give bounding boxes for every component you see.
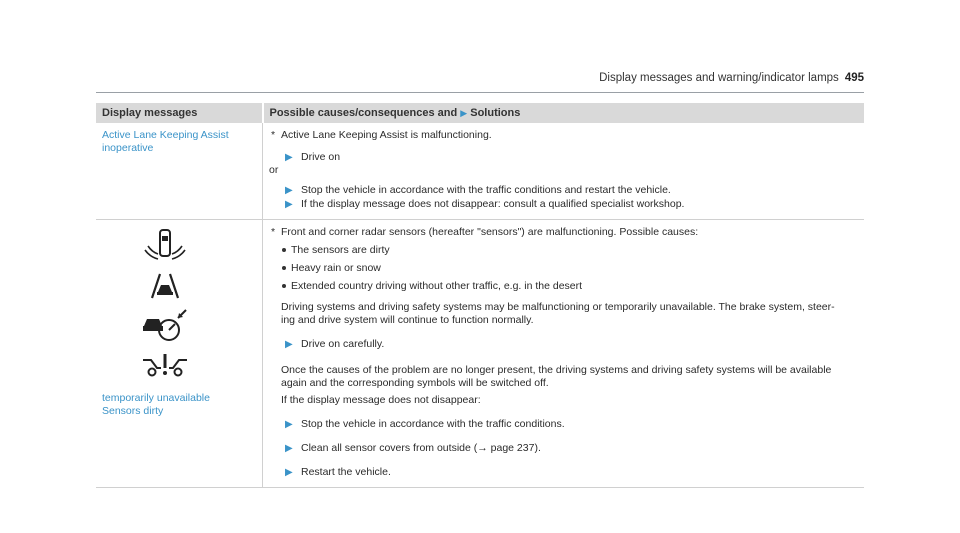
body-paragraph: Driving systems and driving safety systems may be malfunctioning or temporarily unavailable. The brake system, steer- ing and drive system will continue to function normally. (281, 301, 835, 326)
running-header (599, 72, 864, 84)
message-text: Sensors dirty (102, 405, 164, 417)
header-causes-text: Possible causes/consequences and (269, 106, 458, 119)
warning-icons (102, 228, 256, 382)
header-rule (96, 92, 864, 93)
star-marker: * (271, 226, 276, 238)
page-number: 495 (844, 72, 864, 84)
solution-cell (263, 220, 865, 488)
column-header-causes-solutions (263, 103, 865, 123)
step-item: ▶ Drive on (285, 151, 341, 163)
step-item: ▶ Drive on carefully. (285, 338, 385, 350)
cause-text: * Front and corner radar sensors (hereafter "sensors") are malfunctioning. Possible causes: (271, 226, 699, 238)
step-arrow-icon: ▶ (285, 152, 293, 163)
column-header-display-messages: Display messages (96, 103, 263, 123)
distance-assist-gauge-icon (142, 308, 188, 342)
section-title: Display messages and warning/indicator lamps (599, 72, 839, 84)
message-text: inoperative (102, 142, 154, 154)
message-text: temporarily unavailable (102, 392, 210, 404)
message-text: Active Lane Keeping Assist (102, 129, 229, 141)
or-text: or (269, 164, 279, 176)
cause-text: * Active Lane Keeping Assist is malfunctioning. (271, 129, 492, 141)
message-cell (96, 123, 263, 220)
list-item: The sensors are dirty (269, 244, 858, 257)
car-radar-sensors-icon (142, 228, 188, 262)
step-item: ▶ Clean all sensor covers from outside (→ page 237). (285, 442, 541, 454)
list-item: Extended country driving without other traffic, e.g. in the desert (269, 280, 858, 293)
body-paragraph: If the display message does not disappear: (281, 394, 481, 406)
display-messages-table (96, 103, 864, 488)
bullet-dot (282, 266, 286, 270)
star-marker: * (271, 129, 276, 141)
step-arrow-icon: ▶ (285, 339, 293, 350)
list-item: Heavy rain or snow (269, 262, 858, 275)
bullet-dot (282, 284, 286, 288)
table-row (96, 220, 864, 488)
step-item: ▶ Stop the vehicle in accordance with the traffic conditions and restart the vehicle. (285, 184, 671, 196)
step-item: ▶ Stop the vehicle in accordance with the traffic conditions. (285, 418, 565, 430)
step-item: ▶ Restart the vehicle. (285, 466, 391, 478)
solution-arrow-icon: ▶ (460, 107, 468, 118)
step-item: ▶ If the display message does not disappear: consult a qualified specialist workshop. (285, 198, 685, 210)
step-arrow-icon: ▶ (285, 185, 293, 196)
header-solutions-text: Solutions (470, 106, 521, 119)
bullet-dot (282, 248, 286, 252)
collision-warning-icon (142, 348, 188, 382)
step-arrow-icon: ▶ (285, 199, 293, 210)
body-paragraph: Once the causes of the problem are no longer present, the driving systems and driving safety systems will be available again and the corresponding symbols will be switched off. (281, 364, 832, 389)
step-arrow-icon: ▶ (285, 443, 293, 454)
message-cell (96, 220, 263, 488)
step-arrow-icon: ▶ (285, 467, 293, 478)
lane-keeping-icon (142, 268, 188, 302)
solution-cell (263, 123, 865, 220)
step-arrow-icon: ▶ (285, 419, 293, 430)
table-row (96, 123, 864, 220)
